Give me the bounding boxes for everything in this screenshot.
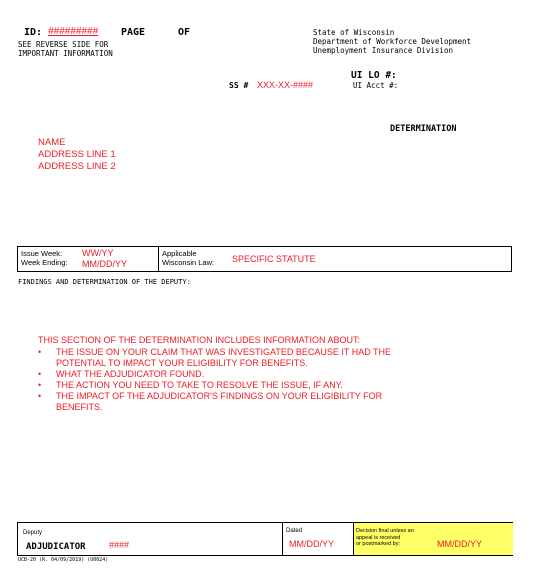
list-item-text: THE ISSUE ON YOUR CLAIM THAT WAS INVESTIGATED BECAUSE IT HAD THE [56, 347, 392, 357]
dated-label: Dated [286, 528, 303, 534]
of-label: OF [178, 27, 191, 38]
agency-division: Unemployment Insurance Division [313, 46, 453, 55]
list-item-text: BENEFITS. [56, 402, 103, 412]
bullet-icon: • [38, 369, 42, 379]
info-list [38, 347, 391, 413]
id-label: ID: [24, 27, 43, 38]
list-item [38, 369, 391, 380]
agency-department: Department of Workforce Development [313, 37, 472, 46]
appeal-deadline-date: MM/DD/YY [437, 539, 482, 549]
agency-block [313, 28, 471, 55]
ui-lo-label: UI LO #: [351, 70, 397, 81]
adjudicator-id: #### [109, 540, 130, 550]
bullet-icon: • [38, 391, 42, 401]
issue-week-value: WW/YY [82, 248, 114, 258]
address-line-1: ADDRESS LINE 1 [38, 149, 116, 160]
issue-week-label: Issue Week: [21, 249, 63, 258]
address-line-2: ADDRESS LINE 2 [38, 161, 116, 172]
bullet-icon: • [38, 347, 42, 357]
deputy-label: Deputy [23, 530, 43, 536]
list-item-continuation [38, 402, 391, 413]
final-note-line3: or postmarked by: [356, 541, 401, 547]
list-item-text: THE IMPACT OF THE ADJUDICATOR'S FINDINGS ON YOUR ELIGIBILITY FOR [56, 391, 383, 401]
final-note-line2: appeal is received [356, 534, 401, 541]
wisconsin-law-label: Wisconsin Law: [162, 258, 215, 267]
list-item [38, 391, 391, 402]
reverse-note-line1: SEE REVERSE SIDE FOR [18, 40, 109, 49]
week-ending-label: Week Ending: [21, 258, 68, 267]
agency-state: State of Wisconsin [313, 28, 395, 37]
week-ending-value: MM/DD/YY [82, 259, 127, 269]
findings-title: FINDINGS AND DETERMINATION OF THE DEPUTY: [18, 278, 191, 286]
address-block [38, 137, 116, 173]
bullet-icon: • [38, 380, 42, 390]
address-name: NAME [38, 137, 66, 148]
list-item-text: POTENTIAL TO IMPACT YOUR ELIGIBILITY FOR BENEFITS. [56, 358, 308, 368]
id-value: ######### [48, 26, 99, 37]
final-note-line1: Decision final unless an [356, 528, 414, 534]
page-label: PAGE [121, 27, 146, 38]
ui-acct-label: UI Acct #: [353, 81, 399, 90]
issue-week-values [82, 248, 127, 270]
issue-week-labels [21, 249, 68, 267]
statute-value: SPECIFIC STATUTE [232, 254, 316, 264]
list-item-text: THE ACTION YOU NEED TO TAKE TO RESOLVE THE ISSUE, IF ANY. [56, 380, 343, 390]
dated-value: MM/DD/YY [289, 539, 334, 549]
list-item [38, 347, 391, 358]
ss-label: SS # [229, 81, 249, 90]
applicable-law-labels [162, 249, 214, 267]
section-intro: THIS SECTION OF THE DETERMINATION INCLUDES INFORMATION ABOUT: [38, 335, 361, 345]
determination-title: DETERMINATION [390, 124, 457, 134]
adjudicator-label: ADJUDICATOR [26, 542, 86, 552]
decision-final-note [356, 528, 414, 548]
list-item-text: WHAT THE ADJUDICATOR FOUND. [56, 369, 205, 379]
footer-divider [282, 522, 283, 556]
form-code: UCB-20 (R. 04/09/2019) (U0024) [18, 557, 109, 563]
ss-value: XXX-XX-#### [257, 80, 314, 90]
reverse-note-line2: IMPORTANT INFORMATION [18, 49, 113, 58]
issue-divider [158, 246, 159, 272]
reverse-side-note [18, 40, 113, 58]
list-item-continuation [38, 358, 391, 369]
applicable-label: Applicable [162, 249, 197, 258]
list-item [38, 380, 391, 391]
